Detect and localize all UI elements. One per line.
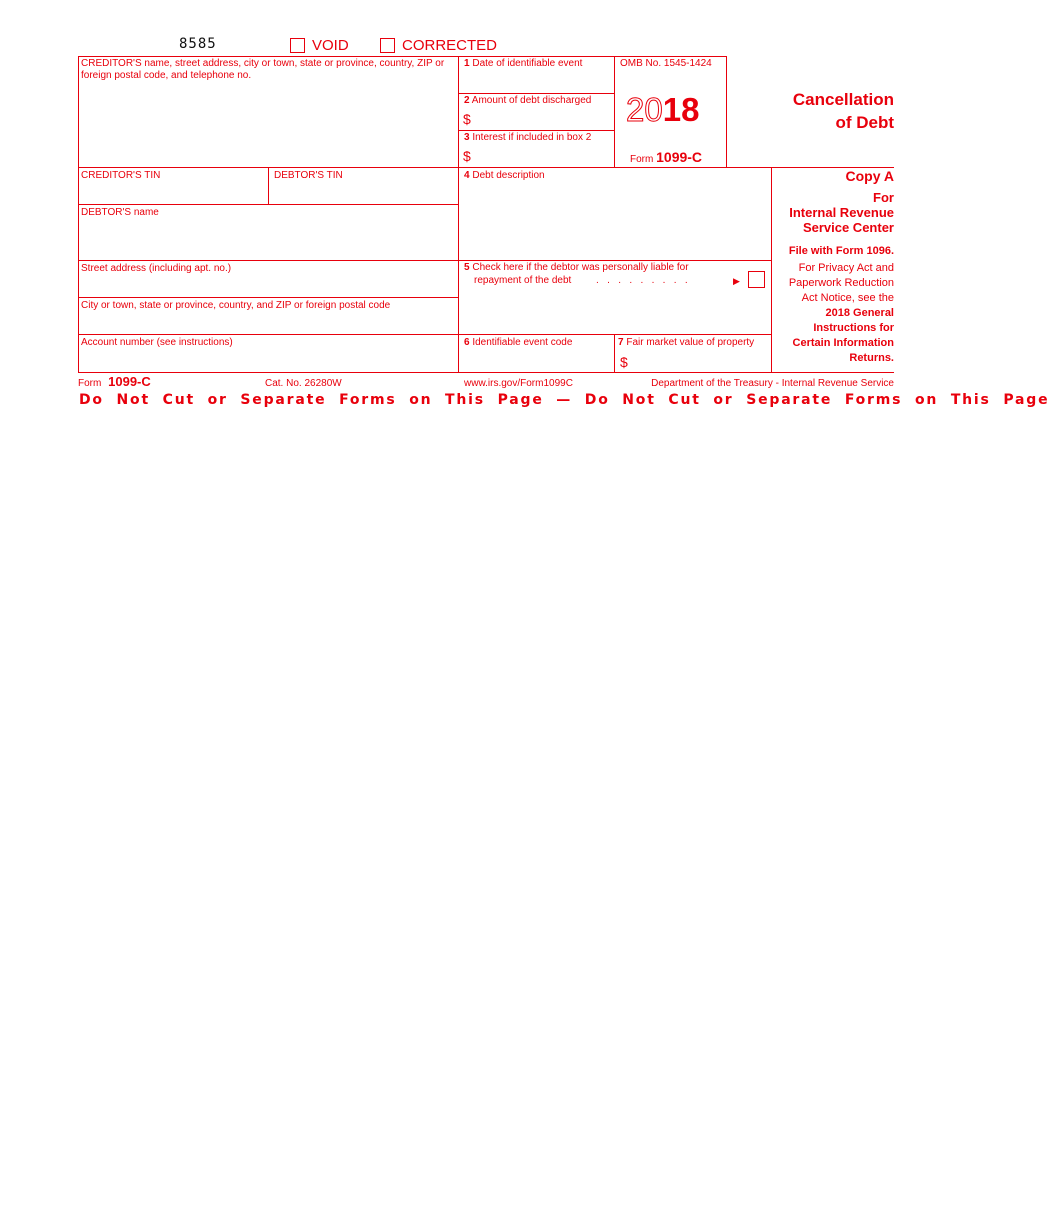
box7-field[interactable] bbox=[615, 335, 771, 372]
instructions-line4: Returns. bbox=[849, 352, 894, 364]
box2-field[interactable] bbox=[459, 94, 614, 130]
street-address-field[interactable] bbox=[79, 261, 458, 297]
copy-for-label: For bbox=[873, 190, 894, 205]
box2-dollar-sign: $ bbox=[463, 111, 471, 127]
box1-field[interactable] bbox=[459, 57, 614, 93]
corrected-label: CORRECTED bbox=[402, 37, 498, 54]
box7-label: 7 Fair market value of property bbox=[618, 337, 755, 348]
copy-a-title: Copy A bbox=[845, 168, 894, 184]
account-number-field[interactable] bbox=[79, 335, 458, 372]
footer-form-number: Form 1099-C bbox=[78, 374, 151, 389]
box3-label: 3 Interest if included in box 2 bbox=[464, 132, 592, 143]
box4-label: 4 Debt description bbox=[464, 170, 545, 181]
city-field[interactable] bbox=[79, 298, 458, 334]
creditor-name-field[interactable] bbox=[79, 57, 458, 167]
creditor-tin-label: CREDITOR'S TIN bbox=[81, 170, 161, 181]
form-code: 8585 bbox=[179, 36, 217, 52]
footer-department: Department of the Treasury - Internal Revenue Service bbox=[651, 378, 894, 389]
tax-year-bold: 18 bbox=[662, 91, 700, 128]
street-address-label: Street address (including apt. no.) bbox=[81, 263, 232, 274]
footer-cat-no: Cat. No. 26280W bbox=[265, 378, 342, 389]
instructions-line3: Certain Information bbox=[792, 337, 894, 349]
file-with-label: File with Form 1096. bbox=[788, 245, 894, 257]
do-not-cut-notice: Do Not Cut or Separate Forms on This Page — Do Not Cut or Separate Forms on This Page bbox=[79, 392, 1049, 408]
box6-field[interactable] bbox=[459, 335, 614, 372]
debtor-tin-field[interactable] bbox=[269, 168, 458, 204]
box1-label: 1 Date of identifiable event bbox=[464, 58, 583, 69]
box7-dollar-sign: $ bbox=[620, 354, 628, 370]
tax-year bbox=[626, 90, 699, 130]
privacy-line3: Act Notice, see the bbox=[801, 292, 894, 304]
box5-liable-checkbox[interactable] bbox=[748, 271, 765, 288]
corrected-checkbox[interactable] bbox=[380, 38, 395, 53]
box4-field[interactable] bbox=[459, 168, 771, 260]
copy-panel bbox=[772, 168, 894, 366]
void-label: VOID bbox=[312, 37, 349, 54]
form-number-header: Form 1099-C bbox=[630, 149, 703, 165]
box5-leader-dots: . . . . . . . . . bbox=[596, 275, 688, 286]
box6-label: 6 Identifiable event code bbox=[464, 337, 573, 348]
box3-field[interactable] bbox=[459, 131, 614, 167]
city-label: City or town, state or province, country, and ZIP or foreign postal code bbox=[81, 300, 391, 311]
debtor-name-field[interactable] bbox=[79, 205, 458, 260]
box5-label-line2: repayment of the debt bbox=[474, 275, 572, 286]
privacy-line2: Paperwork Reduction bbox=[788, 277, 894, 289]
tax-year-outline: 20 bbox=[626, 91, 663, 128]
instructions-line2: Instructions for bbox=[813, 322, 894, 334]
debtor-tin-label: DEBTOR'S TIN bbox=[274, 170, 343, 181]
irs-center-line1: Internal Revenue bbox=[789, 205, 894, 220]
account-number-label: Account number (see instructions) bbox=[81, 337, 233, 348]
irs-center-line2: Service Center bbox=[802, 220, 894, 235]
box5-arrow-icon: ▶ bbox=[733, 276, 740, 286]
void-checkbox[interactable] bbox=[290, 38, 305, 53]
footer-website: www.irs.gov/Form1099C bbox=[464, 378, 573, 389]
box5-label: 5 Check here if the debtor was personally liable for bbox=[464, 262, 689, 273]
box2-label: 2 Amount of debt discharged bbox=[464, 95, 592, 106]
instructions-line1: 2018 General bbox=[825, 307, 894, 319]
creditor-name-label: CREDITOR'S name, street address, city or town, state or province, country, ZIP or foreign postal code, and telephone no. bbox=[81, 58, 445, 81]
debtor-name-label: DEBTOR'S name bbox=[81, 207, 159, 218]
privacy-line1: For Privacy Act and bbox=[798, 262, 894, 274]
creditor-tin-field[interactable] bbox=[79, 168, 268, 204]
form-title: Cancellation of Debt bbox=[792, 90, 894, 132]
omb-number: OMB No. 1545-1424 bbox=[620, 58, 712, 69]
box3-dollar-sign: $ bbox=[463, 148, 471, 164]
